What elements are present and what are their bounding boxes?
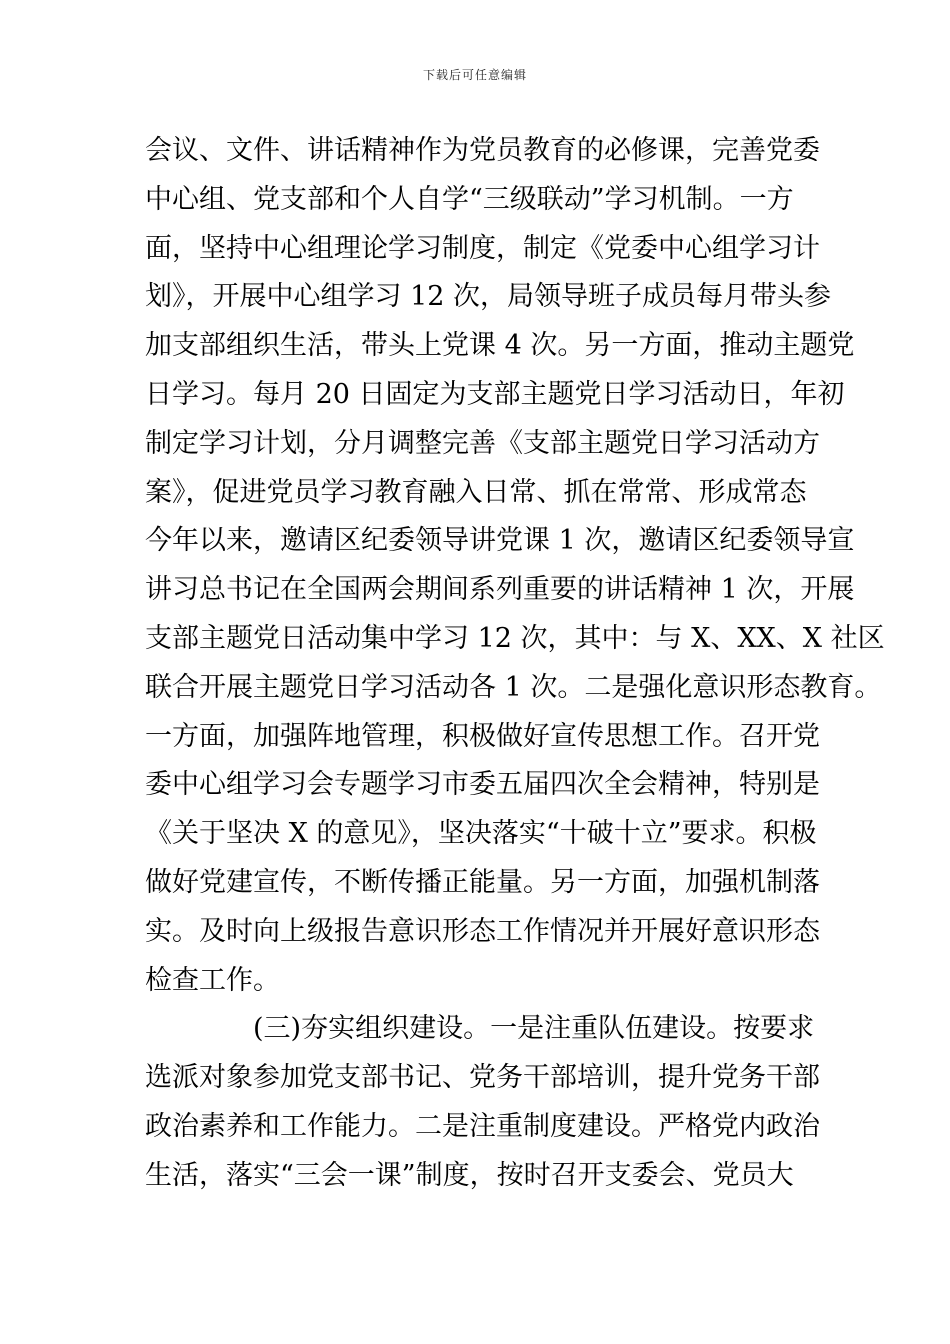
text-line: 生活，落实“三会一课”制度，按时召开支委会、党员大 [145,1159,794,1191]
text-line: 讲习总书记在全国两会期间系列重要的讲话精神 1 次，开展 [145,574,855,606]
document-body [145,127,885,1201]
text-line: 实。及时向上级报告意识形态工作情况并开展好意识形态 [145,915,820,947]
text-line: 今年以来，邀请区纪委领导讲党课 1 次，邀请区纪委领导宣 [145,525,855,557]
text-line: 委中心组学习会专题学习市委五届四次全会精神，特别是 [145,769,820,801]
text-line: 《关于坚决 X 的意见》，坚决落实“十破十立”要求。积极 [145,818,817,850]
text-line: 会议、文件、讲话精神作为党员教育的必修课，完善党委 [145,135,820,166]
text-line: 中心组、党支部和个人自学“三级联动”学习机制。一方 [145,183,794,215]
text-line: 日学习。每月 20 日固定为支部主题党日学习活动日，年初 [145,378,845,410]
text-line: 一方面，加强阵地管理，积极做好宣传思想工作。召开党 [145,720,820,752]
text-line: 政治素养和工作能力。二是注重制度建设。严格党内政治 [145,1110,820,1142]
text-line: 做好党建宣传，不断传播正能量。另一方面，加强机制落 [145,866,820,898]
text-line: 选派对象参加党支部书记、党务干部培训，提升党务干部 [145,1062,820,1094]
text-line: 支部主题党日活动集中学习 12 次，其中：与 X、XX、X 社区 [145,622,885,654]
text-line: 加支部组织生活，带头上党课 4 次。另一方面，推动主题党 [145,330,855,362]
text-line: 面，坚持中心组理论学习制度，制定《党委中心组学习计 [145,232,820,264]
text-line: 划》，开展中心组学习 12 次，局领导班子成员每月带头参 [145,281,832,313]
text-line: 制定学习计划，分月调整完善《支部主题党日学习活动方 [145,427,820,459]
text-line: 检查工作。 [145,964,280,996]
page-header-note: 下载后可任意编辑 [422,68,527,82]
text-line: 联合开展主题党日学习活动各 1 次。二是强化意识形态教育。 [145,671,882,703]
text-line: 案》，促进党员学习教育融入日常、抓在常常、形成常态 [145,476,807,508]
section-heading-line: (三)夯实组织建设。一是注重队伍建设。按要求 [253,1013,815,1045]
